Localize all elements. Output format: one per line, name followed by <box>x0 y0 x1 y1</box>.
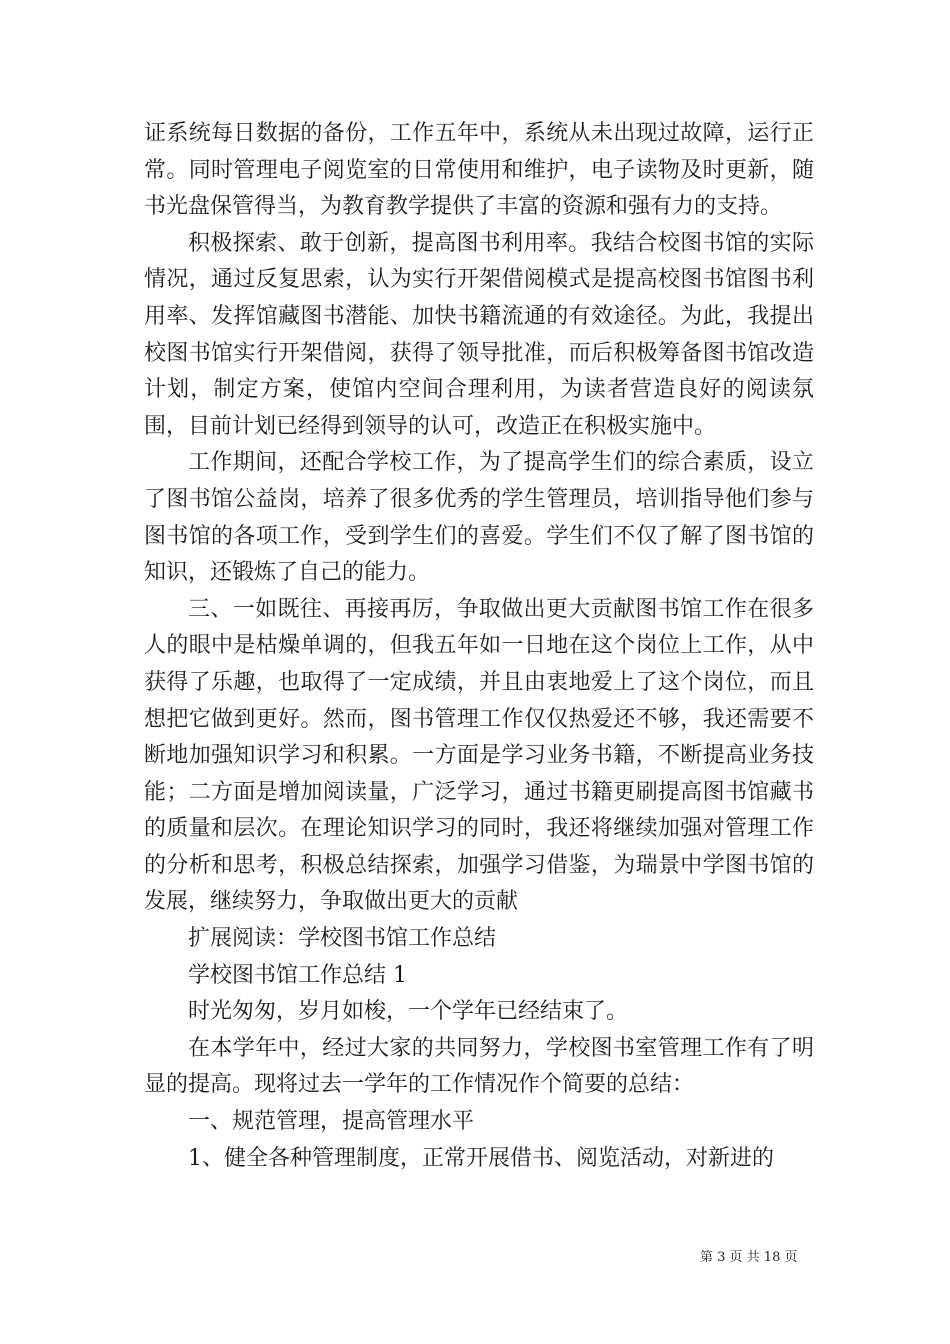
page-number: 第 3 页 共 18 页 <box>700 1250 798 1265</box>
paragraph-student-volunteers: 工作期间，还配合学校工作，为了提高学生们的综合素质，设立了图书馆公益岗，培养了很多优秀的学生管理员，培训指导他们参与图书馆的各项工作，受到学生们的喜爱。学生们不仅了解了图书馆的知识，还锻炼了自己的能力。 <box>144 450 814 586</box>
paragraph-time-flies: 时光匆匆，岁月如梭，一个学年已经结束了。 <box>188 999 629 1025</box>
section-heading-standard-management: 一、规范管理，提高管理水平 <box>188 1109 475 1135</box>
paragraph-system-backup: 证系统每日数据的备份，工作五年中，系统从未出现过故障，运行正常。同时管理电子阅览室的日常使用和维护，电子读物及时更新，随书光盘保管得当，为教育教学提供了丰富的资源和强有力的支持。 <box>144 121 814 220</box>
section-heading-summary-1: 学校图书馆工作总结 1 <box>188 962 407 988</box>
paragraph-management-rules: 1、健全各种管理制度，正常开展借书、阅览活动，对新进的 <box>188 1145 774 1171</box>
paragraph-open-shelf: 积极探索、敢于创新，提高图书利用率。我结合校图书馆的实际情况，通过反复思索，认为实行开架借阅模式是提高校图书馆图书利用率、发挥馆藏图书潜能、加快书籍流通的有效途径。为此，我提出校图书馆实行开架借阅，获得了领导批准，而后积极筹备图书馆改造计划，制定方案，使馆内空间合理利用，为读者营造良好的阅读氛围，目前计划已经得到领导的认可，改造正在积极实施中。 <box>144 230 814 439</box>
paragraph-extended-reading: 扩展阅读：学校图书馆工作总结 <box>188 926 497 952</box>
paragraph-academic-year: 在本学年中，经过大家的共同努力，学校图书室管理工作有了明显的提高。现将过去一学年的工作情况作个简要的总结： <box>144 1035 814 1098</box>
paragraph-future-contribution: 三、一如既往、再接再厉，争取做出更大贡献图书馆工作在很多人的眼中是枯燥单调的，但我五年如一日地在这个岗位上工作，从中获得了乐趣，也取得了一定成绩，并且由衷地爱上了这个岗位，而且想把它做到更好。然而，图书管理工作仅仅热爱还不够，我还需要不断地加强知识学习和积累。一方面是学习业务书籍，不断提高业务技能；二方面是增加阅读量，广泛学习，通过书籍更刷提高图书馆藏书的质量和层次。在理论知识学习的同时，我还将继续加强对管理工作的分析和思考，积极总结探索，加强学习借鉴，为瑞景中学图书馆的发展，继续努力，争取做出更大的贡献 <box>144 596 814 915</box>
document-body <box>144 116 814 1177</box>
